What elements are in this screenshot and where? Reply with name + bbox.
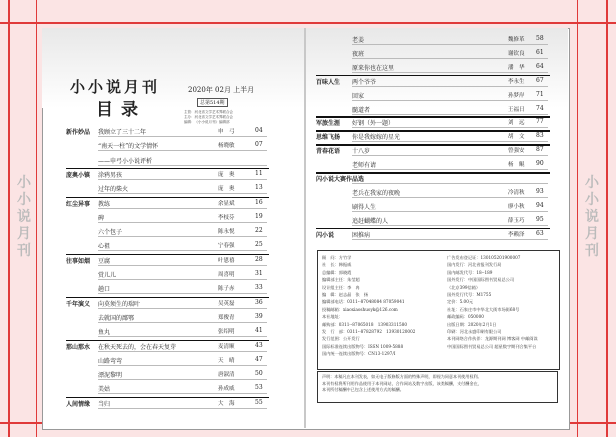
toc-item-title[interactable]: 涂鸦男孩 — [98, 171, 123, 179]
row-rule — [98, 393, 267, 394]
publisher-lines — [184, 110, 304, 125]
toc-item-page: 58 — [536, 35, 544, 42]
toc-item-page: 55 — [255, 398, 263, 406]
info-line: 编 辑：赵志晶 张 扬 — [322, 292, 369, 297]
toc-item-title[interactable]: 去就国的鄙鄂 — [98, 314, 135, 322]
toc-category: 闪小说 — [316, 231, 335, 239]
toc-item-author: 胡 文 — [508, 134, 525, 141]
notice-line: 声明：本稿凡在本刊发表，如无电子版修版方面的特殊声明，即视为同意本刊使用权利。 — [322, 374, 482, 379]
toc-item-author: 潘 华 — [508, 64, 525, 71]
toc-item-author: 李枝芬 — [218, 214, 235, 221]
toc-item-page: 13 — [255, 184, 263, 192]
toc-item-page: 64 — [536, 62, 544, 70]
toc-item-page: 67 — [536, 76, 544, 84]
toc-item-page: 04 — [255, 127, 263, 134]
toc-category: 往事如烟 — [66, 257, 91, 265]
toc-item-author: 申 弓 — [218, 129, 235, 135]
toc-heading: 目录 — [96, 100, 146, 120]
row-rule — [98, 150, 267, 151]
toc-item-title[interactable]: 老姜 — [352, 37, 365, 44]
row-rule — [98, 308, 267, 309]
toc-item-page: 19 — [255, 212, 263, 220]
info-line: 本社地址： — [322, 314, 343, 320]
toc-item-title[interactable]: 回家 — [352, 92, 365, 100]
toc-category: 那山那水 — [66, 343, 91, 351]
info-line: 编辑部电话：0311--87048084 87059041 — [322, 299, 405, 305]
toc-item-title[interactable]: “南天一柱”的文学情怀 — [98, 143, 159, 151]
info-line: 社 长：韩振威 — [322, 262, 352, 268]
toc-item-title[interactable]: 我顾立了三十二年 — [98, 129, 147, 136]
info-line: 顾 问：方竹学 — [322, 255, 352, 260]
red-frame-right — [606, 0, 608, 437]
toc-item-page: 93 — [536, 187, 544, 195]
toc-item-author: 廖小秋 — [508, 203, 525, 210]
info-line: 编辑部主任：朱莹超 — [322, 277, 360, 283]
toc-item-author: 大 海 — [218, 400, 235, 407]
info-line: 印刷：河北永盛印刷有限公司 — [447, 329, 502, 334]
toc-item-author: 唐淑清 — [218, 372, 235, 379]
toc-item-page: 61 — [536, 48, 544, 56]
row-rule — [352, 100, 548, 101]
info-line: 发 行 部：0311--87828792 13930120002 — [322, 329, 416, 334]
toc-category: 庞奥小镇 — [66, 171, 91, 179]
info-line: （北京399信箱） — [447, 284, 481, 290]
row-rule — [352, 225, 548, 226]
info-line: 国内邮发代号：18--189 — [447, 269, 493, 275]
row-rule — [98, 322, 267, 323]
toc-item-page: 31 — [255, 270, 263, 277]
toc-item-title[interactable]: 漂泥黎明 — [98, 372, 123, 380]
toc-item-title[interactable]: 鱼丸 — [98, 329, 111, 337]
info-line: 定价：5.00元 — [447, 299, 474, 305]
toc-item-title[interactable]: 赏儿儿 — [98, 272, 117, 279]
toc-item-page: 11 — [255, 169, 263, 177]
toc-category: 百味人生 — [316, 78, 341, 86]
toc-item-title[interactable]: 向莫须生的瑞叶 — [98, 300, 141, 308]
section-divider — [66, 254, 269, 256]
toc-item-page: 95 — [536, 215, 544, 223]
toc-item-title[interactable]: 两个爷爷 — [352, 78, 377, 86]
book-spine — [304, 28, 306, 428]
toc-item-title[interactable]: 你是我嫁嫁的星光 — [352, 134, 401, 142]
row-rule — [352, 197, 548, 198]
toc-item-page: 39 — [255, 312, 263, 320]
row-rule — [98, 279, 267, 280]
info-line: 设计组主任：李 冉 — [322, 284, 360, 290]
issue-date: 2020年 02月 上半月 — [188, 86, 255, 94]
row-rule — [98, 250, 267, 251]
row-rule — [352, 211, 548, 212]
toc-item-page: 41 — [255, 327, 263, 335]
toc-item-title[interactable]: 十八岁 — [352, 148, 371, 156]
toc-category: 千年演义 — [66, 300, 91, 308]
side-text-left: 小小说月刊 — [17, 175, 31, 259]
toc-item-title[interactable]: 刷得人生 — [352, 203, 377, 211]
toc-item-title[interactable]: 趟口 — [98, 286, 111, 294]
red-frame-inner-right — [577, 0, 578, 437]
info-line: 邮购部：0311--87065018 13903311580 — [322, 321, 408, 327]
toc-item-author: 吴英磊 — [218, 300, 235, 307]
toc-item-title[interactable]: 在秋天死去的，会在春天复芽 — [98, 343, 177, 351]
toc-item-page: 07 — [255, 141, 263, 149]
issue-number: 总第514期 — [197, 98, 228, 107]
toc-item-title[interactable]: 追赶蝴蝶的人 — [352, 217, 389, 225]
toc-item-author: 谢钦良 — [508, 50, 525, 57]
row-rule — [352, 58, 548, 59]
toc-item-author: 李赖泽 — [508, 231, 525, 238]
info-line: 国内统一连续出版物号：CN13-1297/I — [322, 351, 396, 357]
toc-item-title[interactable]: 心祖 — [98, 243, 111, 251]
info-line: 国际标准连续出版物号：ISSN 1009-5888 — [322, 343, 404, 349]
row-rule — [98, 365, 267, 366]
info-line: 投稿邮箱：xiaoxiaoshuoyk@126.com — [322, 306, 398, 312]
publisher-line: 主管：河北省文学艺术界联合会 — [184, 110, 233, 114]
row-rule — [98, 379, 267, 380]
info-line: 广告发布登记证：130105201900007 — [447, 255, 521, 260]
red-frame-left — [8, 0, 10, 437]
toc-item-title[interactable]: 豆腐 — [98, 257, 111, 265]
red-frame-inner-left — [36, 0, 37, 437]
row-rule — [98, 193, 267, 194]
toc-item-title[interactable]: 过年的柴火 — [98, 186, 129, 194]
row-rule — [352, 169, 548, 170]
row-rule — [98, 179, 267, 180]
side-text-right: 小小说月刊 — [585, 175, 599, 259]
magazine-title: 小小说月刊 — [70, 78, 161, 96]
toc-item-author: 叶恩禧 — [218, 257, 235, 264]
row-rule — [352, 239, 548, 240]
toc-item-author: 郑俊青 — [218, 314, 235, 321]
toc-item-title[interactable]: 碑 — [98, 214, 105, 222]
toc-item-author: 曾强安 — [508, 148, 525, 155]
info-line: 本刊网络合作伙伴：龙源期刊网 博客网 中邮阅读 — [447, 336, 538, 342]
page-shade-right — [305, 28, 568, 108]
info-line: 社址：石家庄市中华北大街市场街68号 — [447, 306, 520, 312]
toc-item-page: 90 — [536, 160, 544, 168]
publisher-line: 主办：河北省文学艺术界联合会 — [184, 115, 233, 119]
row-rule — [98, 336, 267, 337]
red-frame-top — [0, 22, 616, 24]
toc-item-title[interactable]: 美姑 — [98, 386, 111, 394]
toc-item-title[interactable]: 山路弯弯 — [98, 357, 123, 365]
toc-item-author: 孙成威 — [218, 386, 235, 393]
section-divider — [66, 297, 269, 299]
toc-item-author: 杨晓敏 — [218, 143, 235, 150]
toc-item-page: 53 — [255, 384, 263, 392]
row-rule — [98, 222, 267, 223]
row-rule — [98, 165, 267, 166]
row-rule — [352, 72, 548, 73]
toc-item-page: 16 — [255, 198, 263, 206]
copyright-notice — [317, 371, 558, 403]
toc-item-author: 魏修革 — [508, 37, 525, 43]
toc-item-author: 薛玉巧 — [508, 217, 525, 224]
notice-line: 本刊有权将所刊用作品使用于本刊网站，合作网站及数字出版，该类稿酬，支付酬金在， — [322, 380, 482, 386]
toc-item-author: 冷清秋 — [508, 189, 525, 196]
row-rule — [352, 183, 548, 184]
toc-category: 青春花语 — [316, 148, 341, 156]
toc-item-page: 50 — [255, 370, 263, 378]
toc-item-author: 麦清顺 — [218, 343, 235, 350]
toc-item-author: 刘 远 — [508, 120, 525, 127]
toc-category: 人间情缘 — [66, 400, 91, 408]
toc-item-page: 43 — [255, 341, 263, 349]
toc-item-title[interactable]: ——申弓小小说评析 — [98, 157, 153, 165]
toc-item-title[interactable]: 老师有请 — [352, 162, 377, 170]
toc-item-author: 天 晴 — [218, 357, 235, 364]
info-line: 中国国际图书贸易总公司 超星数字期刊合集平台 — [447, 343, 537, 349]
row-rule — [352, 127, 548, 128]
toc-item-page: 94 — [536, 201, 544, 209]
toc-item-author: 李永生 — [508, 78, 525, 85]
toc-category: 思维飞扬 — [316, 134, 341, 142]
toc-item-author: 余显斌 — [218, 200, 235, 207]
section-divider — [66, 197, 269, 199]
row-rule — [352, 155, 548, 156]
toc-item-page: 87 — [536, 146, 544, 154]
info-line: 发行范围：公开发行 — [322, 336, 360, 342]
toc-item-author: 杨 鲲 — [508, 162, 525, 169]
info-line: 总编辑：郭晓霞 — [322, 269, 352, 275]
toc-item-author: 陈子赤 — [218, 286, 235, 293]
toc-item-page: 22 — [255, 227, 263, 235]
toc-item-author: 陈永悦 — [218, 229, 235, 236]
toc-category: 闪小说大赛作品选 — [316, 176, 365, 183]
row-rule — [98, 265, 267, 266]
toc-item-title[interactable]: 夜班 — [352, 50, 365, 58]
row-rule — [98, 408, 267, 409]
toc-item-page: 77 — [536, 118, 544, 126]
toc-item-author: 庞 奥 — [218, 186, 235, 193]
row-rule — [98, 293, 267, 294]
row-rule — [352, 141, 548, 142]
section-divider — [66, 168, 269, 170]
info-line: 国外发行：中国国际图书贸易总公司 — [447, 277, 515, 283]
row-rule — [98, 351, 267, 352]
toc-item-author: 庞 奥 — [218, 171, 235, 178]
row-rule — [352, 86, 548, 87]
toc-item-author: 王福日 — [508, 106, 525, 113]
toc-item-page: 47 — [255, 355, 263, 363]
toc-item-title[interactable]: 好钢（外一题） — [352, 120, 395, 128]
toc-item-page: 33 — [255, 284, 263, 292]
toc-item-title[interactable]: 髓道者 — [352, 106, 371, 114]
row-rule — [352, 44, 548, 45]
toc-item-page: 74 — [536, 104, 544, 112]
info-line: 国内发行：河北省报刊发行局 — [447, 262, 502, 268]
toc-item-title[interactable]: 困推病 — [352, 231, 371, 239]
publisher-line: 编辑：《小小说月刊》编辑部 — [184, 120, 230, 124]
toc-item-title[interactable]: 老兵在我家的夜晚 — [352, 189, 401, 197]
toc-item-author: 孙梦岸 — [508, 92, 525, 99]
row-rule — [98, 136, 267, 137]
toc-item-page: 83 — [536, 132, 544, 140]
toc-item-author: 周喜明 — [218, 272, 235, 278]
toc-item-author: 宁春强 — [218, 243, 235, 250]
row-rule — [352, 114, 548, 115]
toc-category: 红尘异事 — [66, 200, 91, 208]
row-rule — [98, 236, 267, 237]
toc-item-page: 71 — [536, 90, 544, 98]
info-line: 邮政编码：050000 — [447, 314, 484, 320]
section-divider — [66, 397, 269, 399]
toc-item-title[interactable]: 当归 — [98, 400, 111, 408]
toc-item-page: 36 — [255, 298, 263, 306]
toc-category: 新作妙品 — [66, 129, 91, 136]
toc-item-title[interactable]: 原来你也在这里 — [352, 64, 395, 72]
toc-item-title[interactable]: 六个包子 — [98, 229, 123, 237]
toc-item-page: 63 — [536, 229, 544, 237]
toc-item-page: 25 — [255, 241, 263, 249]
info-line: 国外发行代号：M1755 — [447, 292, 492, 297]
toc-item-title[interactable]: 教练 — [98, 200, 111, 208]
toc-category: 军旅生涯 — [316, 120, 341, 128]
info-line: 出版日期：2020年2月1日 — [447, 321, 497, 327]
toc-item-page: 28 — [255, 255, 263, 263]
notice-line: 本刊所付稿酬中已包含上述使用方式的稿酬。 — [322, 387, 404, 392]
row-rule — [98, 208, 267, 209]
toc-item-author: 张绍明 — [218, 329, 235, 336]
